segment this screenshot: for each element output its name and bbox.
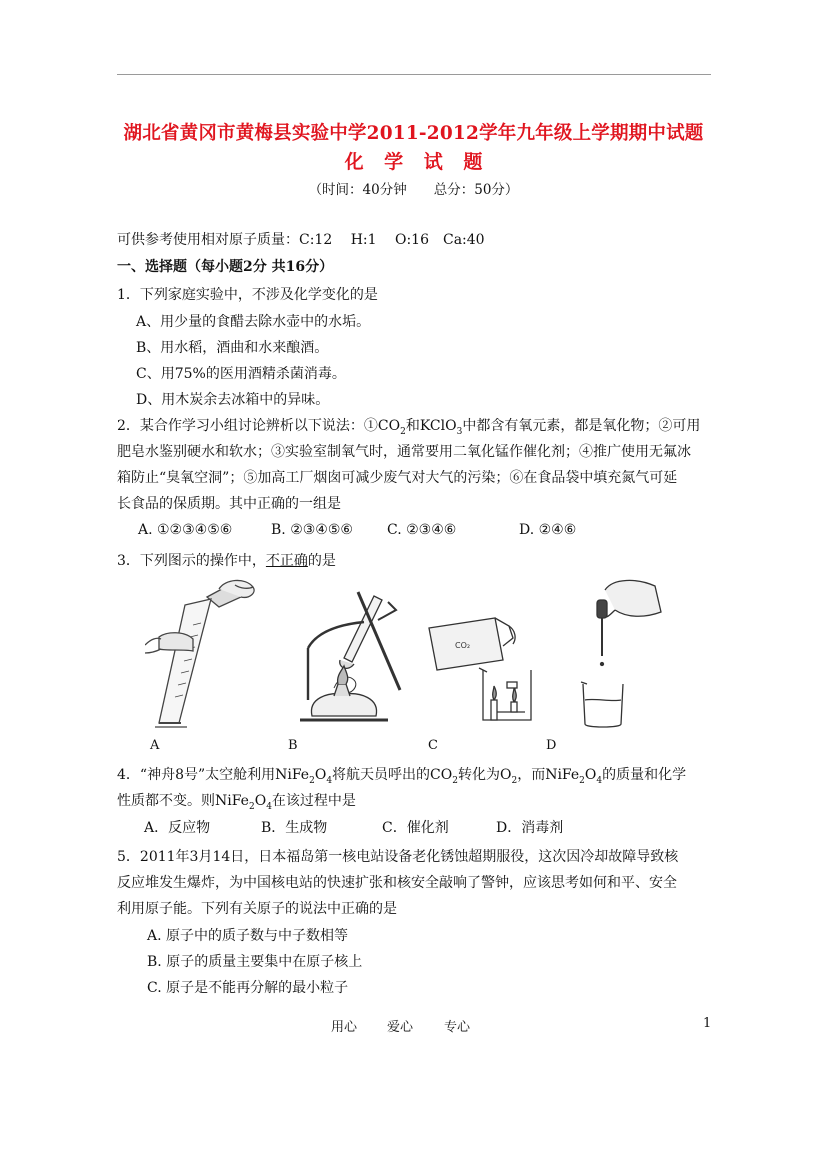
q1-stem: 1．下列家庭实验中，不涉及化学变化的是 <box>117 287 378 303</box>
q5-option-b: B. 原子的质量主要集中在原子核上 <box>147 954 363 970</box>
figure-a-graduated-cylinder <box>145 575 275 730</box>
q5-line1: 5．2011年3月14日，日本福岛第一核电站设备老化锈蚀超期服役，这次因冷却故障导致核 <box>117 849 679 865</box>
page-number: 1 <box>703 1016 712 1031</box>
q2-option-d: D. ②④⑥ <box>519 522 577 538</box>
q4-line2: 性质都不变。则$NiFe_2O_4$在该过程中是 <box>117 793 356 812</box>
q2-line4: 长食品的保质期。其中正确的一组是 <box>117 496 341 512</box>
q4-option-c: C．催化剂 <box>382 820 449 836</box>
section1-heading: 一、选择题（每小题2分 共16分） <box>117 259 334 275</box>
q4-line1: 4．“神舟8号”太空舱利用$NiFe_2O_4$将航天员呼出的$CO_2$转化为$O_2$，而$NiFe_2O_4$的质量和化学 <box>117 767 687 786</box>
figure-label-d: D <box>546 738 557 753</box>
q5-line3: 利用原子能。下列有关原子的说法中正确的是 <box>117 901 397 917</box>
figure-label-a: A <box>150 738 160 753</box>
q4-option-a: A．反应物 <box>144 820 211 836</box>
q2-line2: 肥皂水鉴别硬水和软水；③实验室制氧气时，通常要用二氧化锰作催化剂；④推广使用无氟冰 <box>117 444 691 460</box>
q4-option-d: D．消毒剂 <box>496 820 564 836</box>
header-rule <box>117 74 711 75</box>
figure-b-heating-test-tube <box>288 588 418 733</box>
q1-option-c: C、用75%的医用酒精杀菌消毒。 <box>136 366 346 382</box>
q2-option-c: C. ②③④⑥ <box>387 522 457 538</box>
q1-option-d: D、用木炭余去冰箱中的异味。 <box>136 392 330 408</box>
footer-text-3: 专心 <box>444 1020 471 1035</box>
figure-d-dropper <box>575 576 665 731</box>
q2-line1: 2．某合作学习小组讨论辨析以下说法：$①CO_2$和KClO$_3$中都含有氧元素，都是氧化物；②可用 <box>117 418 701 437</box>
exam-info: （时间：40分钟 总分：50分） <box>308 182 519 198</box>
q2-option-a: A. ①②③④⑤⑥ <box>138 522 233 538</box>
footer-text-2: 爱心 <box>387 1020 414 1035</box>
q5-option-a: A. 原子中的质子数与中子数相等 <box>147 928 349 944</box>
q1-option-a: A、用少量的食醋去除水壶中的水垢。 <box>136 314 371 330</box>
document-subtitle: 化 学 试 题 <box>344 151 483 173</box>
document-title: 湖北省黄冈市黄梅县实验中学2011-2012学年九年级上学期期中试题 <box>123 123 704 144</box>
q4-option-b: B．生成物 <box>261 820 328 836</box>
q3-stem: 3．下列图示的操作中，不正确的是 <box>117 553 336 569</box>
q5-option-c: C. 原子是不能再分解的最小粒子 <box>147 980 349 996</box>
atomic-mass-note: 可供参考使用相对原子质量：C:12 H:1 O:16 Ca:40 <box>117 232 485 248</box>
q2-line3: 箱防止“臭氧空洞”；⑤加高工厂烟囱可减少废气对大气的污染；⑥在食品袋中填充氮气可延 <box>117 470 678 486</box>
figure-label-b: B <box>288 738 298 753</box>
co2-bottle-label: CO₂ <box>455 641 471 650</box>
q2-option-b: B. ②③④⑤⑥ <box>271 522 353 538</box>
figure-c-co2-candles <box>425 612 540 727</box>
q1-option-b: B、用水稻，酒曲和水来酿酒。 <box>136 340 329 356</box>
q5-line2: 反应堆发生爆炸，为中国核电站的快速扩张和核安全敲响了警钟，应该思考如何和平、安全 <box>117 875 677 891</box>
footer-text-1: 用心 <box>331 1020 358 1035</box>
figure-label-c: C <box>428 738 438 753</box>
